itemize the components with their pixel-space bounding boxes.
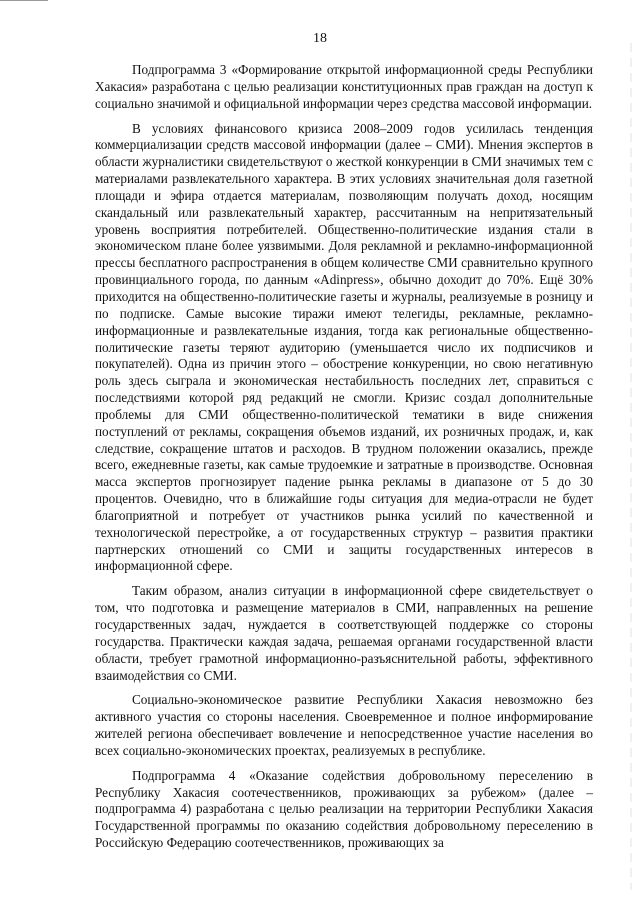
paragraph-socio-economic: Социально-экономическое развитие Республики Хакасия невозможно без активного участия со стороны населения. Своевременное и полное информирование жителей региона обеспечивает вовлечение и непосредственное участие населения во всех социально-экономических проектах, реализуемых в республике.: [95, 692, 593, 758]
paragraph-subprogram-4: Подпрограмма 4 «Оказание содействия добровольному переселению в Республику Хакасия соотечественников, проживающих за рубежом» (далее – подпрограмма 4) разработана с целью реализации на территории Республики Хакасия Государственной программы по оказанию содействия добровольному переселению в Российскую Федерацию соотечественников, проживающих за: [95, 767, 593, 851]
top-border-line: [0, 0, 48, 1]
page-number: 18: [313, 31, 327, 46]
document-body: [95, 62, 593, 852]
paragraph-conclusion: Таким образом, анализ ситуации в информационной сфере свидетельствует о том, что подготовка и размещение материалов в СМИ, направленных на решение государственных задач, нуждается в соответствующей поддержке со стороны государства. Практически каждая задача, решаемая органами государственной власти области, требует грамотной информационно-разъяснительной работы, эффективного взаимодействия со СМИ.: [95, 583, 593, 683]
scan-margin-dots: [630, 40, 632, 890]
paragraph-subprogram-3: Подпрограмма 3 «Формирование открытой информационной среды Республики Хакасия» разработана с целью реализации конституционных прав граждан на доступ к социально значимой и официальной информации через средства массовой информации.: [95, 62, 593, 111]
paragraph-financial-crisis: В условиях финансового кризиса 2008–2009 годов усилилась тенденция коммерциализации средств массовой информации (далее – СМИ). Мнения экспертов в области журналистики свидетельствуют о жесткой конкуренции в СМИ значимых тем с материалами развлекательного характера. В этих условиях значительная доля газетной площади и эфира отдается материалам, позволяющим получать доход, носящим скандальный или развлекательный характер, рассчитанным на непритязательный уровень восприятия потребителей. Общественно-политические издания стали в экономическом плане более уязвимыми. Доля рекламной и рекламно-информационной прессы бесплатного распространения в общем количестве СМИ сравнительно крупного провинциального города, по данным «Adinpress», обычно доходит до 70%. Ещё 30% приходится на общественно-политические газеты и журналы, реализуемые в розницу и по подписке. Самые высокие тиражи имеют телегиды, рекламные, рекламно-информационные и развлекательные издания, тогда как региональные общественно-политические газеты теряют аудиторию (уменьшается число их подписчиков и покупателей). Одна из причин этого – обострение конкуренции, но свою негативную роль здесь сыграла и экономическая нестабильность последних лет, справиться с последствиями которой ряд редакций не смогли. Кризис создал дополнительные проблемы для СМИ общественно-политической тематики в виде снижения поступлений от рекламы, сокращения объемов изданий, их розничных продаж, и, как следствие, сокращение штатов и расходов. В трудном положении оказались, прежде всего, ежедневные газеты, как самые трудоемкие и затратные в производстве. Основная масса экспертов прогнозирует падение рынка рекламы в диапазоне от 5 до 30 процентов. Очевидно, что в ближайшие годы ситуация для медиа-отрасли не будет благоприятной и потребует от участников рынка усилий по качественной и технологической перестройке, а от государственных структур – развития практики партнерских отношений со СМИ и защиты государственных интересов в информационной сфере.: [95, 120, 593, 574]
